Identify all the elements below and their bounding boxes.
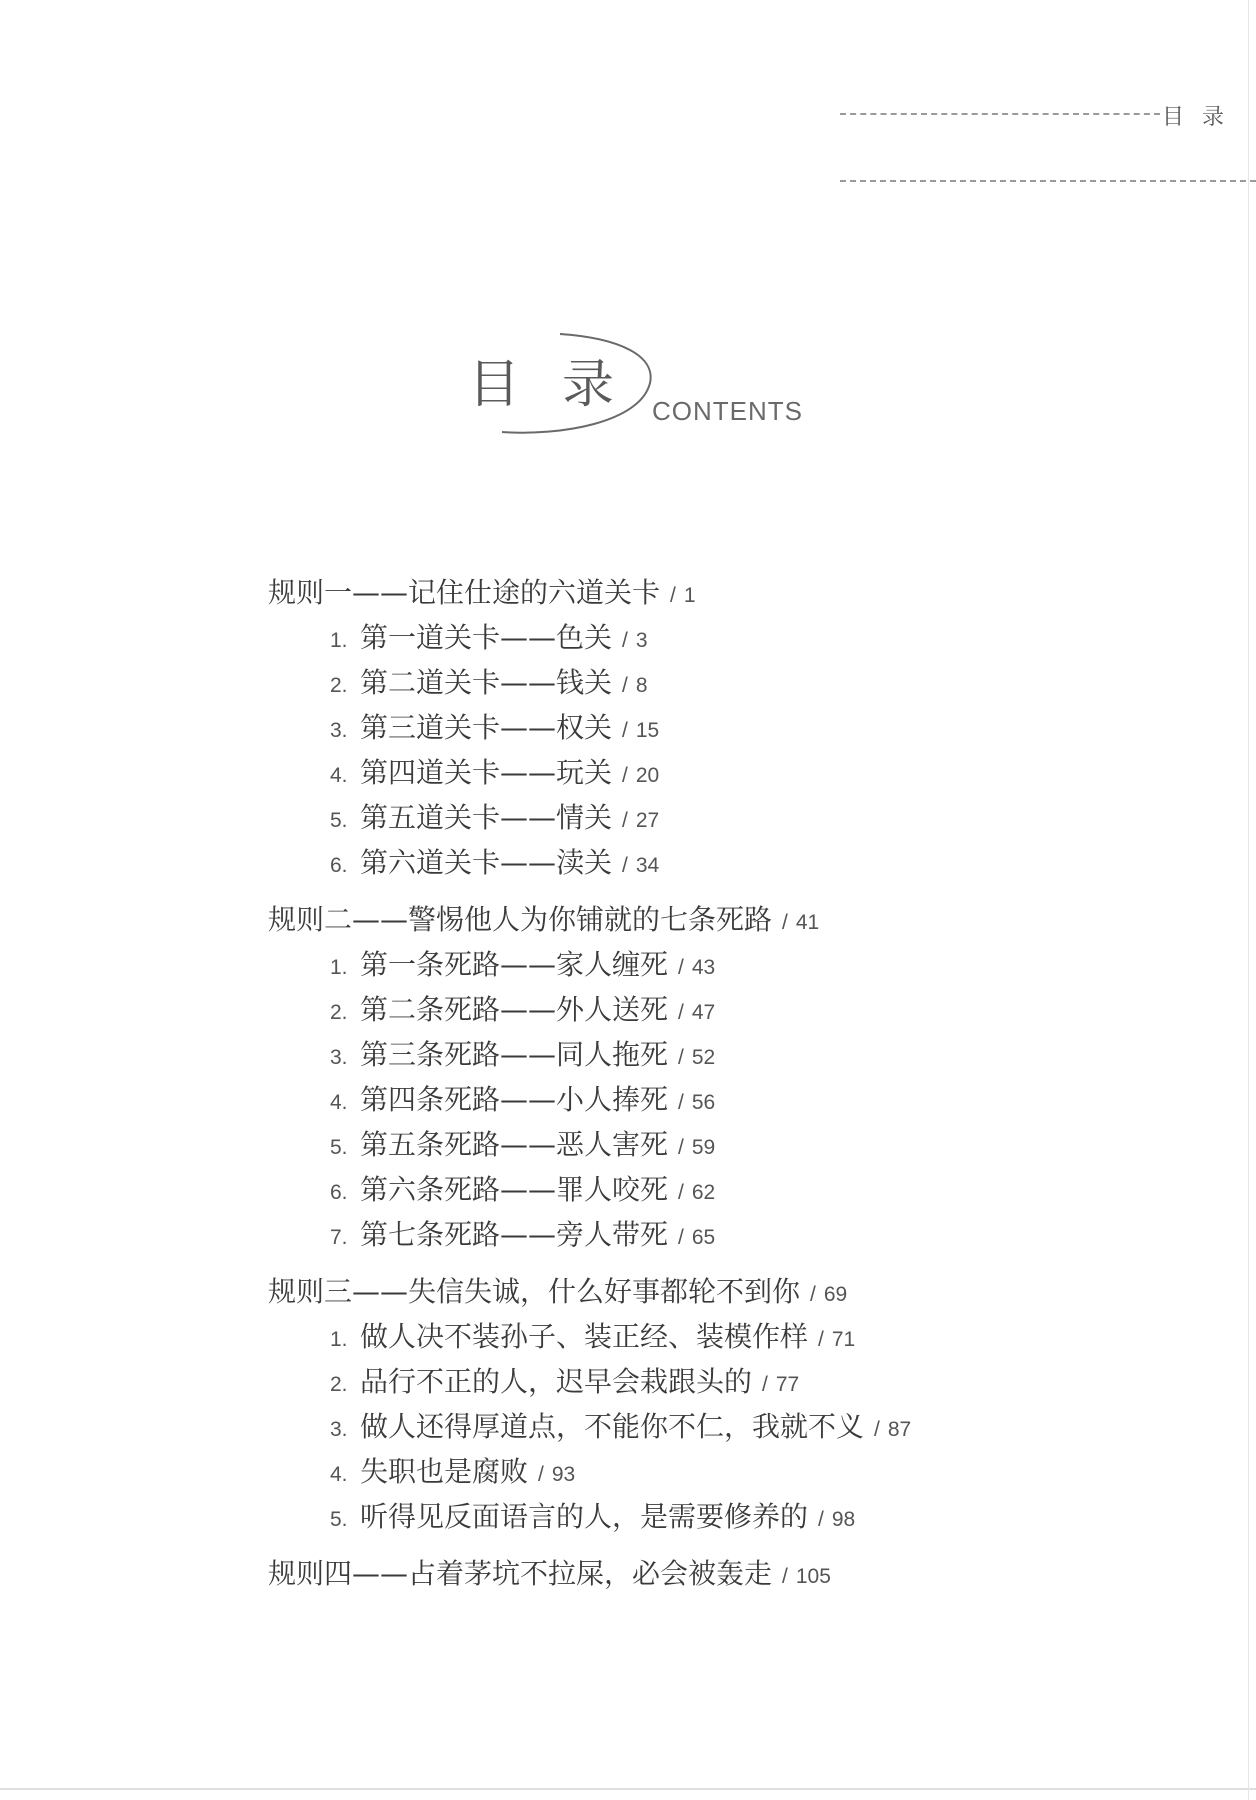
toc-item-number: 2.: [330, 1001, 348, 1024]
toc-item: [268, 1314, 911, 1359]
page-right-edge: [1248, 0, 1249, 1800]
page-bottom-edge: [0, 1788, 1256, 1790]
toc-item-number: 3.: [330, 1046, 348, 1069]
toc-item-page: 47: [691, 1001, 716, 1024]
toc-item-number: 4.: [330, 764, 348, 787]
toc-item-number: 2.: [330, 674, 348, 697]
toc-page-separator: /: [818, 1328, 824, 1351]
toc-item-text: 第二条死路——外人送死: [360, 993, 669, 1026]
toc-item: [268, 750, 911, 795]
toc-item-number: 3.: [330, 1418, 348, 1441]
toc-page-separator: /: [678, 1226, 684, 1249]
toc-item-text: 第六道关卡——渎关: [360, 846, 613, 879]
toc-page-separator: /: [622, 809, 628, 832]
page-title: 目录: [468, 355, 657, 415]
toc-item-page: 59: [691, 1136, 716, 1159]
toc-item-number: 1.: [330, 1328, 348, 1351]
toc-item-number: 6.: [330, 1181, 348, 1204]
toc-item-text: 失职也是腐败: [360, 1455, 529, 1488]
toc-page-separator: /: [678, 1001, 684, 1024]
toc-section-title: [268, 1551, 911, 1596]
toc-item-number: 4.: [330, 1463, 348, 1486]
toc-item-number: 5.: [330, 809, 348, 832]
toc-item-page: 20: [635, 764, 660, 787]
toc-item-number: 7.: [330, 1226, 348, 1249]
toc-item-page: 62: [691, 1181, 716, 1204]
toc-page-separator: /: [678, 1091, 684, 1114]
toc-section-title: [268, 1269, 911, 1314]
toc-item-text: 第五条死路——恶人害死: [360, 1128, 669, 1161]
toc-page-separator: /: [538, 1463, 544, 1486]
toc-page-separator: /: [622, 854, 628, 877]
toc-page-separator: /: [782, 911, 788, 934]
toc-item-number: 5.: [330, 1508, 348, 1531]
toc-item-text: 第六条死路——罪人咬死: [360, 1173, 669, 1206]
toc-item-number: 2.: [330, 1373, 348, 1396]
toc-item-text: 第一道关卡——色关: [360, 621, 613, 654]
toc-item: [268, 1449, 911, 1494]
running-header: 目录: [1162, 105, 1243, 130]
toc-item-page: 34: [635, 854, 660, 877]
toc-item-page: 43: [691, 956, 716, 979]
toc-page-separator: /: [782, 1565, 788, 1588]
toc-page-separator: /: [818, 1508, 824, 1531]
toc-item: [268, 615, 911, 660]
toc-item-page: 8: [635, 674, 648, 697]
toc-item-page: 56: [691, 1091, 716, 1114]
toc-item-page: 52: [691, 1046, 716, 1069]
toc-section-page: 105: [795, 1565, 831, 1588]
toc-item-text: 第三道关卡——权关: [360, 711, 613, 744]
toc-page-separator: /: [810, 1283, 816, 1306]
toc-page-separator: /: [874, 1418, 880, 1441]
toc-section-title: [268, 570, 911, 615]
table-of-contents: [268, 570, 911, 1596]
toc-page-separator: /: [670, 584, 676, 607]
toc-item-text: 品行不正的人，迟早会栽跟头的: [360, 1365, 753, 1398]
toc-item: [268, 705, 911, 750]
toc-section-title: [268, 897, 911, 942]
toc-item: [268, 795, 911, 840]
toc-item-text: 第一条死路——家人缠死: [360, 948, 669, 981]
toc-section-text: 规则三——失信失诚，什么好事都轮不到你: [268, 1275, 801, 1308]
toc-item: [268, 1077, 911, 1122]
toc-section-text: 规则一——记住仕途的六道关卡: [268, 576, 661, 609]
toc-section-page: 41: [795, 911, 820, 934]
toc-item-text: 听得见反面语言的人，是需要修养的: [360, 1500, 809, 1533]
header-dashed-rule-lower: [840, 180, 1256, 182]
toc-item-number: 1.: [330, 956, 348, 979]
toc-item-text: 第七条死路——旁人带死: [360, 1218, 669, 1251]
toc-item-page: 98: [831, 1508, 856, 1531]
page-subtitle: CONTENTS: [652, 396, 803, 426]
toc-section-text: 规则二——警惕他人为你铺就的七条死路: [268, 903, 773, 936]
toc-item-text: 第四条死路——小人捧死: [360, 1083, 669, 1116]
toc-item-page: 15: [635, 719, 660, 742]
toc-page-separator: /: [678, 1136, 684, 1159]
toc-item-page: 3: [635, 629, 648, 652]
toc-item-number: 6.: [330, 854, 348, 877]
toc-section-text: 规则四——占着茅坑不拉屎，必会被轰走: [268, 1557, 773, 1590]
toc-item: [268, 1404, 911, 1449]
toc-page-separator: /: [622, 674, 628, 697]
toc-item-text: 第三条死路——同人拖死: [360, 1038, 669, 1071]
header-dashed-rule: [840, 113, 1160, 115]
toc-page-separator: /: [622, 719, 628, 742]
toc-item-page: 71: [831, 1328, 856, 1351]
toc-item-number: 5.: [330, 1136, 348, 1159]
toc-item: [268, 1122, 911, 1167]
toc-section-page: 1: [683, 584, 696, 607]
toc-page-separator: /: [762, 1373, 768, 1396]
toc-item-number: 3.: [330, 719, 348, 742]
toc-item: [268, 1494, 911, 1539]
toc-item-text: 第四道关卡——玩关: [360, 756, 613, 789]
toc-item: [268, 1212, 911, 1257]
toc-item: [268, 840, 911, 885]
toc-item-page: 87: [887, 1418, 912, 1441]
toc-item-text: 做人还得厚道点，不能你不仁，我就不义: [360, 1410, 865, 1443]
toc-page-separator: /: [678, 1046, 684, 1069]
toc-item-text: 第五道关卡——情关: [360, 801, 613, 834]
toc-item-number: 4.: [330, 1091, 348, 1114]
toc-item: [268, 660, 911, 705]
toc-page-separator: /: [622, 629, 628, 652]
toc-item-number: 1.: [330, 629, 348, 652]
toc-item-text: 做人决不装孙子、装正经、装模作样: [360, 1320, 809, 1353]
toc-item: [268, 1359, 911, 1404]
toc-item: [268, 1032, 911, 1077]
toc-item: [268, 1167, 911, 1212]
toc-page-separator: /: [622, 764, 628, 787]
toc-item: [268, 942, 911, 987]
toc-page-separator: /: [678, 956, 684, 979]
toc-item: [268, 987, 911, 1032]
toc-item-page: 27: [635, 809, 660, 832]
toc-item-text: 第二道关卡——钱关: [360, 666, 613, 699]
toc-item-page: 93: [551, 1463, 576, 1486]
toc-item-page: 65: [691, 1226, 716, 1249]
toc-page-separator: /: [678, 1181, 684, 1204]
toc-item-page: 77: [775, 1373, 800, 1396]
toc-section-page: 69: [823, 1283, 848, 1306]
